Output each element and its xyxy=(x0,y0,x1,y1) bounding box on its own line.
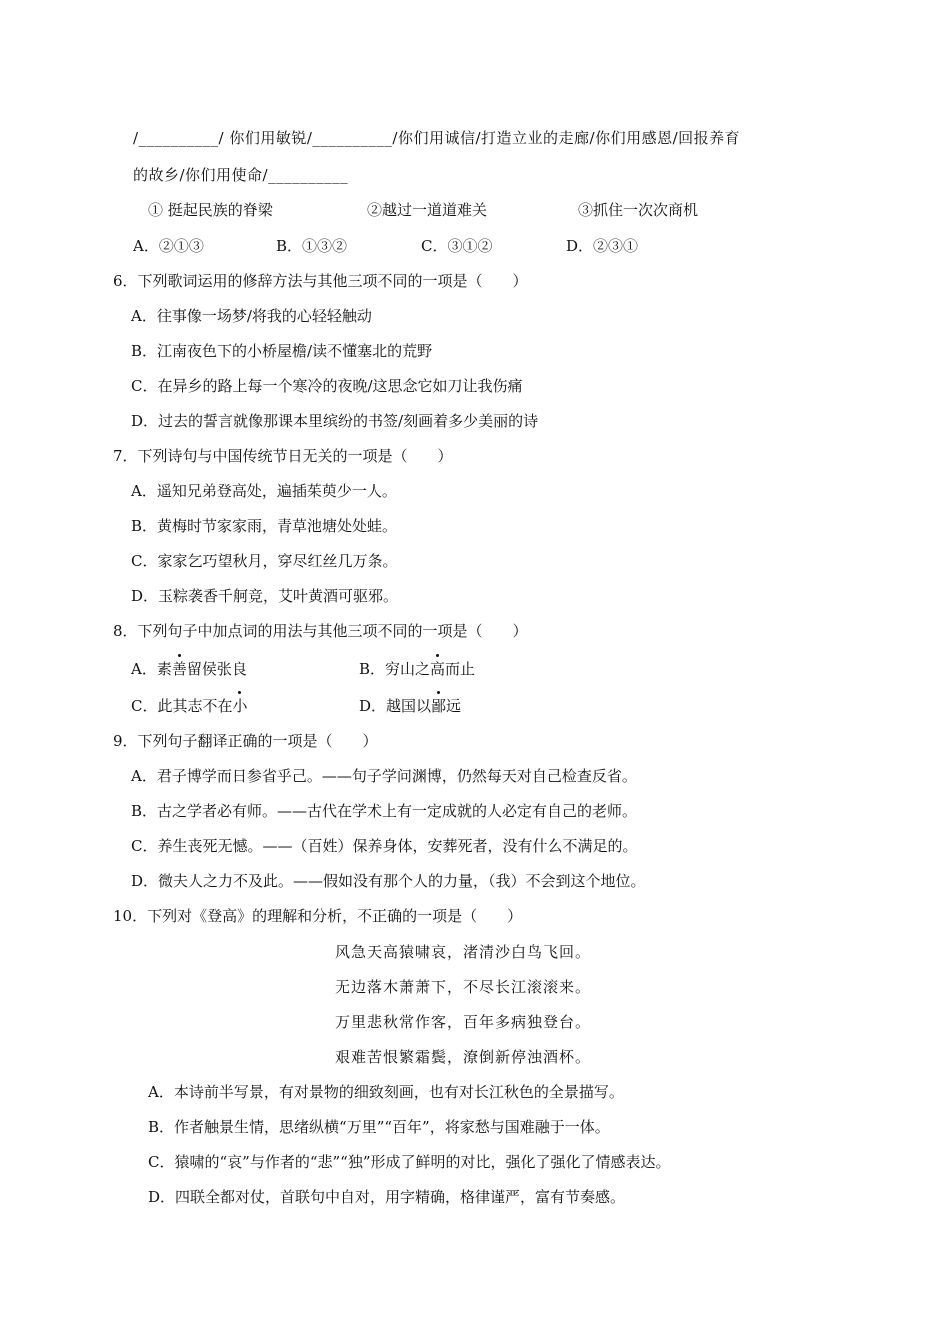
q7-option-a: A．遥知兄弟登高处，遍插茱萸少一人。 xyxy=(131,482,397,500)
q10-poem-line-3: 万里悲秋常作客，百年多病独登台。 xyxy=(335,1013,592,1031)
q10-stem: 10．下列对《登高》的理解和分析，不正确的一项是（ ） xyxy=(113,907,523,925)
q5-sentence-line-1: /__________/ 你们用敏锐/__________/你们用诚信/打造立业的走廊/你们用感恩/回报养育 xyxy=(133,129,741,147)
q6-stem: 6．下列歌词运用的修辞方法与其他三项不同的一项是（ ） xyxy=(113,272,528,290)
q9-option-c: C．养生丧死无憾。——（百姓）保养身体，安葬死者，没有什么不满足的。 xyxy=(131,837,638,855)
q8-option-a-text-2: 留侯张良 xyxy=(186,660,247,678)
q8-row-1 xyxy=(131,659,731,679)
q10-option-b: B．作者触景生情，思绪纵横“万里”“百年”，将家愁与国难融于一体。 xyxy=(148,1118,610,1136)
q8-option-d-text-1: D．越国以 xyxy=(359,697,432,715)
q7-stem: 7．下列诗句与中国传统节日无关的一项是（ ） xyxy=(113,447,453,465)
q5-item-2: ②越过一道道难关 xyxy=(367,201,488,219)
q8-option-d-dotted-word: 鄙 xyxy=(431,697,447,715)
q5-answer-c: C．③①② xyxy=(421,237,493,255)
q9-option-b: B．古之学者必有师。——古代在学术上有一定成就的人必定有自己的老师。 xyxy=(131,802,638,820)
q7-option-b: B．黄梅时节家家雨，青草池塘处处蛙。 xyxy=(131,517,398,535)
q5-answer-b: B．①③② xyxy=(276,237,348,255)
q8-option-d-text-2: 远 xyxy=(446,697,462,715)
q7-option-d: D．玉粽袭香千舸竞，艾叶黄酒可驱邪。 xyxy=(131,587,399,605)
q8-row-2 xyxy=(131,696,731,716)
q8-option-a-text-1: 素 xyxy=(156,660,172,678)
q7-option-c: C．家家乞巧望秋月，穿尽红丝几万条。 xyxy=(131,552,398,570)
q5-answer-a: A．②①③ xyxy=(133,237,204,255)
q10-option-c: C．猿啸的“哀”与作者的“悲”“独”形成了鲜明的对比，强化了强化了情感表达。 xyxy=(148,1153,671,1171)
q6-option-d: D．过去的誓言就像那课本里缤纷的书签/刻画着多少美丽的诗 xyxy=(131,412,539,430)
q6-option-c: C．在异乡的路上每一个寒冷的夜晚/这思念它如刀让我伤痛 xyxy=(131,377,523,395)
q6-option-b: B．江南夜色下的小桥屋檐/读不懂塞北的荒野 xyxy=(131,342,433,360)
q5-sentence-line-2: 的故乡/你们用使命/__________ xyxy=(133,166,349,184)
q8-stem: 8．下列句子中加点词的用法与其他三项不同的一项是（ ） xyxy=(113,622,528,640)
q10-option-d: D．四联全都对仗，首联句中自对，用字精确，格律谨严，富有节奏感。 xyxy=(148,1188,626,1206)
q5-answer-d: D．②③① xyxy=(566,237,639,255)
q8-option-c-text-1: C．此其志不在 xyxy=(131,697,233,715)
q10-poem-line-1: 风急天高猿啸哀，渚清沙白鸟飞回。 xyxy=(335,943,592,961)
q8-option-b-text-1: B．穷山之 xyxy=(359,660,431,678)
q8-option-b-text-2: 而止 xyxy=(445,660,476,678)
q8-option-a-dotted-word: 善 xyxy=(171,660,187,678)
q8-option-d xyxy=(359,696,461,716)
q6-option-a: A．往事像一场梦/将我的心轻轻触动 xyxy=(131,307,372,325)
q9-option-a: A．君子博学而日参省乎己。——句子学问渊博，仍然每天对自己检查反省。 xyxy=(131,767,637,785)
q5-item-3: ③抓住一次次商机 xyxy=(578,201,699,219)
q9-option-d: D．微夫人之力不及此。——假如没有那个人的力量，（我）不会到这个地位。 xyxy=(131,872,646,890)
q5-item-1: ① 挺起民族的脊梁 xyxy=(148,201,273,219)
q9-stem: 9．下列句子翻译正确的一项是（ ） xyxy=(113,732,378,750)
q10-option-a: A．本诗前半写景，有对景物的细致刻画，也有对长江秋色的全景描写。 xyxy=(148,1083,624,1101)
q8-option-b-dotted-word: 高 xyxy=(430,660,446,678)
q8-option-b xyxy=(359,659,475,679)
q8-option-a xyxy=(131,660,247,678)
q10-poem-line-2: 无边落木萧萧下，不尽长江滚滚来。 xyxy=(335,978,592,996)
q8-option-c-dotted-word: 小 xyxy=(232,697,248,715)
q8-option-c xyxy=(131,697,248,715)
q8-option-a-prefix: A． xyxy=(131,660,157,678)
q10-poem-line-4: 艰难苦恨繁霜鬓，潦倒新停浊酒杯。 xyxy=(335,1048,592,1066)
